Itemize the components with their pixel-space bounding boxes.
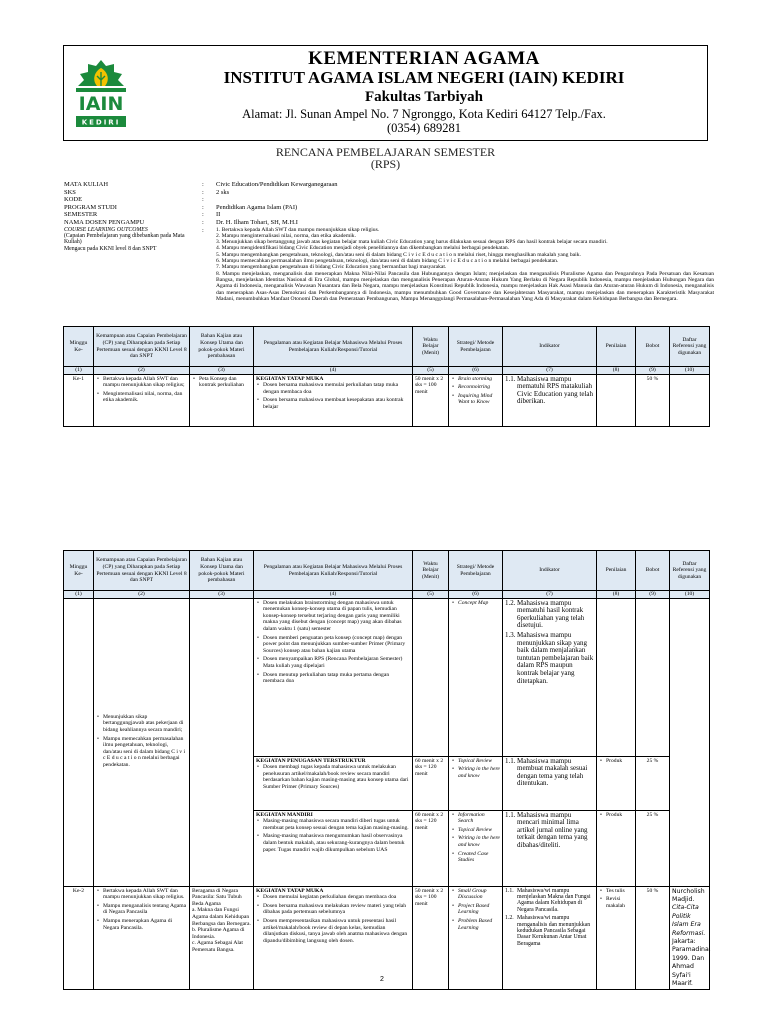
col-header: Minggu Ke- [64, 327, 94, 367]
assessment-cell [597, 598, 636, 756]
col-header: Pengalaman atau Kegiatan Belajar Mahasiswa Melalui Proses Pembelajaran Kuliah/Responsi/Tutorial [254, 551, 413, 591]
method-cell: • Topical Review • Writing in the here and know [449, 756, 503, 810]
col-header: Bahan Kajian atau Konsep Utama dan pokok-pokok Materi pembahasan [190, 551, 254, 591]
cpl-item: 1. Bertakwa kepada Allah SWT dan mampu menunjukkan sikap religius. [216, 226, 380, 233]
activity-cell: KEGIATAN TATAP MUKA • Dosen memulai kegiatan perkuliahan dengan membaca doa • Dosen bersama mahasiswa melakukan review materi yang telah dibahas pada pertemuan sebelumnya • Dosen mempresentasikan mahasiswa untuk presentasi hasil artikel/makalah/book review di depan kelas, kemudian dilanjutkan diskusi, tanya jawab oleh anatma mahasiswa dengan dipandu/dibimbing langsung oleh dosen. [254, 886, 413, 990]
ministry-name: KEMENTERIAN AGAMA [308, 48, 540, 69]
col-header: Daftar Referensi yang digunakan [670, 327, 710, 367]
cpl-item: 8. Mampu menjelaskan, menganalisis dan menerapkan Makna Nilai-Nilai Pancasila dan Hubungannya dengan Islam; menjelaskan dan menganalisis Pluralisme Agama dan Pengaruhnya Pada Persatuan dan Kesatuan Bangsa, menjelaskan Identitas Nasional di Era Global, mampu menjelaskan dan menganalisis Penerapan Aturan-Aturan Hukum Yang Berlaku di Negara Republik Indonesia, mampu menjelaskan Hubungan Negara dan Agama di Indonesia, menganalisis Wawasan Nusantara dan Bela Negara, mampu menjelaskan Konstitusi Republik Indonesia, mampu menjelaskan Hak Asasi Manusia dan Aturan-aturan Hukum di Indonesia, menganalisis dan menerapkan Asas-Asas Demokrasi dan Perkembangannya di Indonesia, mampu menumbuhkan Good Governance dan Kesejahteraan Masyarakat, mampu menjelaskan dan menerapkan Karakteristik Masyarakat Madani, menumbuhkan Manfaat Otonomi Daerah dan Pemerataan Pembangunan, Mampu Menanggulangi Permasalahan-Permasalahan Yang Ada di Masyarakat dalam Kehidupan Berbangsa dan Bernegara. [216, 270, 714, 302]
material-cell: • Peta Konsep dan kontrak perkuliahan [190, 374, 254, 426]
activity-cell: KEGIATAN MANDIRI • Masing-masing mahasiswa secara mandiri diberi tugas untuk membuat peta konsep sesuai dengan tema kajian masing-masing. • Masing-masing mahasiswa mengumumkan hasil observasinya dalam bentuk makalah, atau sekurang-kurangnya dalam bentuk paper. Tugas mandiri wajib dikumpulkan sebelum UAS [254, 810, 413, 886]
time-cell: 50 menit x 2 sks = 100 menit [413, 374, 449, 426]
assessment-cell [597, 374, 636, 426]
assessment-cell: • Produk [597, 810, 636, 886]
col-header: Strategi/ Metode Pembelajaran [449, 551, 503, 591]
assessment-cell: • Produk [597, 756, 636, 810]
table-row [64, 886, 710, 990]
reference-cell: Nurcholish Madjid. Cita-Cita Politik Islam Era Reformasi. Jakarta: Paramadina. 1999. Dan Ahmad Syfai'i Maarif. [670, 886, 710, 990]
col-header: Waktu Belajar (Menit) [413, 551, 449, 591]
reference-cell [670, 598, 710, 886]
col-header: Bahan Kajian atau Konsep Utama dan pokok-pokok Materi pembahasan [190, 327, 254, 367]
svg-text:IAIN: IAIN [78, 93, 124, 115]
faculty-name: Fakultas Tarbiyah [365, 89, 483, 105]
week-cell [64, 598, 94, 886]
column-number-row: (1) (2) (3) (4) (5) (6) (7) (8) (9) (10) [64, 367, 710, 375]
assessment-cell: • Tes tulis • Revisi makalah [597, 886, 636, 990]
cpl-item: 3. Menunjukkan sikap bertanggung jawab atas kegiatan belajar mata kuliah Civic Education yang harus dilakukan sesuai dengan RPS dan hasil kontrak belajar secara mandiri. [216, 239, 608, 246]
material-cell: Beragama di Negara Pancasila: Satu Tubuh Beda Agama a. Makna dan Fungsi Agama dalam Kehidupan Berbangsa dan Bernegara. b. Pluralisme Agama di Indonesia. c. Agama Sebagai Alat Pemersatu Bangsa. [190, 886, 254, 990]
address: Alamat: Jl. Sunan Ampel No. 7 Ngronggo, Kota Kediri 64127 Telp./Fax. (0354) 689281 [242, 107, 606, 135]
week-cell: Ke-2 [64, 886, 94, 990]
col-header: Minggu Ke- [64, 551, 94, 591]
col-header: Indikator [503, 327, 597, 367]
rps-table-week1 [63, 326, 710, 427]
info-row: SKS : 2 sks [64, 188, 230, 196]
col-header: Kemampuan atau Capaian Pembelajaran (CP) yang Diharapkan pada Setiap Pertemuan sesuai dengan KKNI Level 8 dan SNPT [94, 327, 190, 367]
material-cell [190, 598, 254, 886]
indicator-cell: 1.2. Mahasiswa mampu mematuhi hasil kontrak 6perkuliahan yang telah disetujui. 1.3. Mahasiswa mampu menunjukkan sikap yang baik dalam menjalankan tuntutan pembelajaran baik dalam RPS maupun kontrak belajar yang ditetapkan. [503, 598, 597, 756]
time-cell: 60 menit x 2 sks = 120 menit [413, 756, 449, 810]
svg-text:KEDIRI: KEDIRI [81, 118, 121, 127]
cp-cell: • Bertakwa kepada Allah SWT dan mampu menunjukkan sikap religius. • Mampu menganalisis tentang Agama di Negara Pancasila • Mampu menerapkan Agama di Negara Pancasila. [94, 886, 190, 990]
page-number: 2 [380, 976, 384, 983]
col-header: Penilaian [597, 327, 636, 367]
info-row: MATA KULIAH : Civic Education/Pendidikan Kewarganegaraan [64, 181, 338, 188]
time-cell: 50 menit x 2 sks = 100 menit [413, 886, 449, 990]
info-row: KODE : [64, 196, 204, 204]
method-cell: • Brain storming • Reconnoitring • Inquiring Mind Want to Know [449, 374, 503, 426]
method-cell: • Information Search • Topical Review • Writing in the here and know • Created Case Studies [449, 810, 503, 886]
col-header: Daftar Referensi yang digunakan [670, 551, 710, 591]
method-cell: • Concept Map [449, 598, 503, 756]
weight-cell: 50 % [636, 374, 670, 426]
cp-cell: • Menunjukkan sikap bertanggungjawab atas pekerjaan di bidang keahliannya secara mandiri; • Mampu memecahkan permasalahan ilmu pengetahuan, teknologi, dan/atau seni di dalam bidang C i v i c E d u c a t i o n melalui berbagai pendekatan. [94, 598, 190, 886]
indicator-cell: 1.1. Mahasiswa mampu membuat makalah sesuai dengan tema yang telah ditentukan. [503, 756, 597, 810]
iain-kediri-logo [70, 58, 132, 134]
cpl-item: 4. Mampu mengidentifikasi bidang Civic Education menjadi obyek penelitiannya dan dikembangkan melalui berbagai pendekatan. [216, 245, 510, 252]
cpl-item: 7. Mampu mengembangkan pengetahuan di bidang Civic Education yang bermanfaat bagi masyarakat. [216, 264, 447, 271]
activity-cell: KEGIATAN TATAP MUKA • Dosen bersama mahasiswa memulai perkuliahan tatap muka dengan membaca doa • Dosen bersama mahasiswa membuat kesepakatan atau kontrak belajar [254, 374, 413, 426]
week-cell: Ke-1 [64, 374, 94, 426]
reference-cell [670, 374, 710, 426]
col-header: Bobot [636, 327, 670, 367]
indicator-cell: 1.1. Mahasiswa/wi mampu menjelaskan Makna dan Fungsi Agama dalam Kehidupan di Negara Pancasila. 1.2. Mahasiswa/wi mampu menganalisis dan menunjukkan kedudukan Pancasila Sebagai Dasar Kerukunan Antar Umat Beragama [503, 886, 597, 990]
weight-cell: 25 % [636, 810, 670, 886]
activity-cell: • Dosen melakukan brainstorming dengan mahasiswa untuk menemukan konsep-konsep utama di papan tulis, kemudian konsep-konsep tersebut terjaring dengan garis yang memiliki makna yang disebut dengan (concept map) yang akan dibahas dalam waktu 1 (satu) semester • Dosen memberi penguatan peta konsep (concept map) dengan power point dan menunjukkan sumber-sumber Primer (Primary Sources) konsep atau bahan kajian utama • Dosen menyampaikan RPS (Rencana Pembelajaran Semester) Mata kuliah yang dipelajari • Dosen menutup perkuliahan tatap muka pertama dengan membaca doa [254, 598, 413, 756]
col-header: Waktu Belajar (Menit) [413, 327, 449, 367]
col-header: Pengalaman atau Kegiatan Belajar Mahasiswa Melalui Proses Pembelajaran Kuliah/Responsi/Tutorial [254, 327, 413, 367]
col-header: Strategi/ Metode Pembelajaran [449, 327, 503, 367]
rps-table-page2 [63, 550, 710, 990]
time-cell: 60 menit x 2 sks = 120 menit [413, 810, 449, 886]
cpl-item: 5. Mampu mengembangkan pengetahuan, teknologi, dan/atau seni di dalam bidang C i v i c E d u c a t i o n melalui riset, hingga menghasilkan makalah yang baik. [216, 251, 581, 258]
letterhead [63, 45, 708, 141]
col-header: Indikator [503, 551, 597, 591]
cpl-item: 6. Mampu memecahkan permasalahan ilmu pengetahuan, teknologi, dan/atau seni di dalam bidang C i v i c E d u c a t i o n melalui berbagai pendekatan. [216, 258, 559, 265]
info-row: NAMA DOSEN PENGAMPU : Dr. H. Ilham Tohari, SH, M.H.I [64, 218, 298, 226]
table-header-row [64, 327, 710, 367]
column-number-row: (1) (2) (3) (4) (5) (6) (7) (8) (9) (10) [64, 591, 710, 599]
activity-cell: KEGIATAN PENUGASAN TERSTRUKTUR • Dosen membagi tugas kepada mahasiswa untuk melakukan penelusuran artikel/makalah/book review secara mandiri berdasarkan bahan kajian masing-masing atau konsep utama dari Sumber Primer (Primary Sources) [254, 756, 413, 810]
info-row: SEMESTER : II [64, 211, 221, 219]
course-info [64, 181, 714, 302]
document-title: RENCANA PEMBELAJARAN SEMESTER (RPS) [275, 145, 496, 171]
table-header-row [64, 551, 710, 591]
info-row: PROGRAM STUDI : Pendidikan Agama Islam (PAI) [64, 203, 298, 211]
weight-cell [636, 598, 670, 756]
table-row [64, 598, 710, 756]
col-header: Penilaian [597, 551, 636, 591]
indicator-cell: 1.1. Mahasiswa mampu mencari minimal lima artikel jurnal online yang terkait dengan tema yang dibahas/diteliti. [503, 810, 597, 886]
indicator-cell: 1.1. Mahasiswa mampu mematuhi RPS matakuliah Civic Education yang telah diberikan. [503, 374, 597, 426]
method-cell: • Small Group Discussion • Project Based Learning • Problem Based Learning [449, 886, 503, 990]
time-cell [413, 598, 449, 756]
cp-cell: • Bertakwa kepada Allah SWT dan mampu menunjukkan sikap religius; • Menginternalisasi nilai, norma, dan etika akademik. [94, 374, 190, 426]
col-header: Kemampuan atau Capaian Pembelajaran (CP) yang Diharapkan pada Setiap Pertemuan sesuai dengan KKNI Level 8 dan SNPT [94, 551, 190, 591]
weight-cell: 25 % [636, 756, 670, 810]
col-header: Bobot [636, 551, 670, 591]
institute-name: INSTITUT AGAMA ISLAM NEGERI (IAIN) KEDIRI [223, 68, 625, 87]
weight-cell: 50 % [636, 886, 670, 990]
table-row [64, 374, 710, 426]
course-learning-outcomes: COURSE LEARNING OUTCOMES (Capaian Pembelajaran yang dibebankan pada Mata Kuliah) Mengacu pada KKNI level 8 dan SNPT : 1. Bertakwa kepada Allah SWT dan mampu menunjukkan sikap religius. 2. Mampu menginternalisasi nilai, norma, dan etika akademik. 3. Menunjukkan sikap bertanggung jawab atas kegiatan belajar mata kuliah Civic Education yang harus dilakukan sesuai dengan RPS dan hasil kontrak belajar secara mandiri. 4. Mampu mengidentifikasi bidang Civic Education menjadi obyek penelitiannya dan dikembangkan melalui berbagai pendekatan. 5. Mampu mengembangkan pengetahuan, teknologi, dan/atau seni di dalam bidang C i v i c E d u c a t i o n melalui riset, hingga menghasilkan makalah yang baik. 6. Mampu memecahkan permasalahan ilmu pengetahuan, teknologi, dan/atau seni di dalam bidang C i v i c E d u c a t i o n melalui berbagai pendekatan. 7. Mampu mengembangkan pengetahuan di bidang Civic Education yang bermanfaat bagi masyarakat. 8. Mampu menjelaskan, menganalisis dan menerapkan Makna Nilai-Nilai Pancasila dan Hubungannya dengan Islam; menjelaskan dan menganalisis Pluralisme Agama dan Pengaruhnya Pada Persatuan dan Kesatuan Bangsa, menjelaskan Identitas Nasional di Era Global, mampu menjelaskan dan menganalisis Penerapan Aturan-Aturan Hukum Yang Berlaku di Negara Republik Indonesia, mampu menjelaskan Hubungan Negara dan Agama di Indonesia, menganalisis Wawasan Nusantara dan Bela Negara, mampu menjelaskan Konstitusi Republik Indonesia, mampu menjelaskan Hak Asasi Manusia dan Aturan-aturan Hukum di Indonesia, menganalisis dan menerapkan Asas-Asas Demokrasi dan Perkembangannya di Indonesia, mampu menumbuhkan Good Governance dan Kesejahteraan Masyarakat, mampu menjelaskan dan menerapkan Karakteristik Masyarakat Madani, menumbuhkan Manfaat Otonomi Daerah dan Pemerataan Pembangunan, Mampu Menanggulangi Permasalahan-Permasalahan Yang Ada di Masyarakat dalam Kehidupan Berbangsa dan Bernegara. [64, 226, 714, 302]
cpl-item: 2. Mampu menginternalisasi nilai, norma, dan etika akademik. [216, 232, 356, 239]
